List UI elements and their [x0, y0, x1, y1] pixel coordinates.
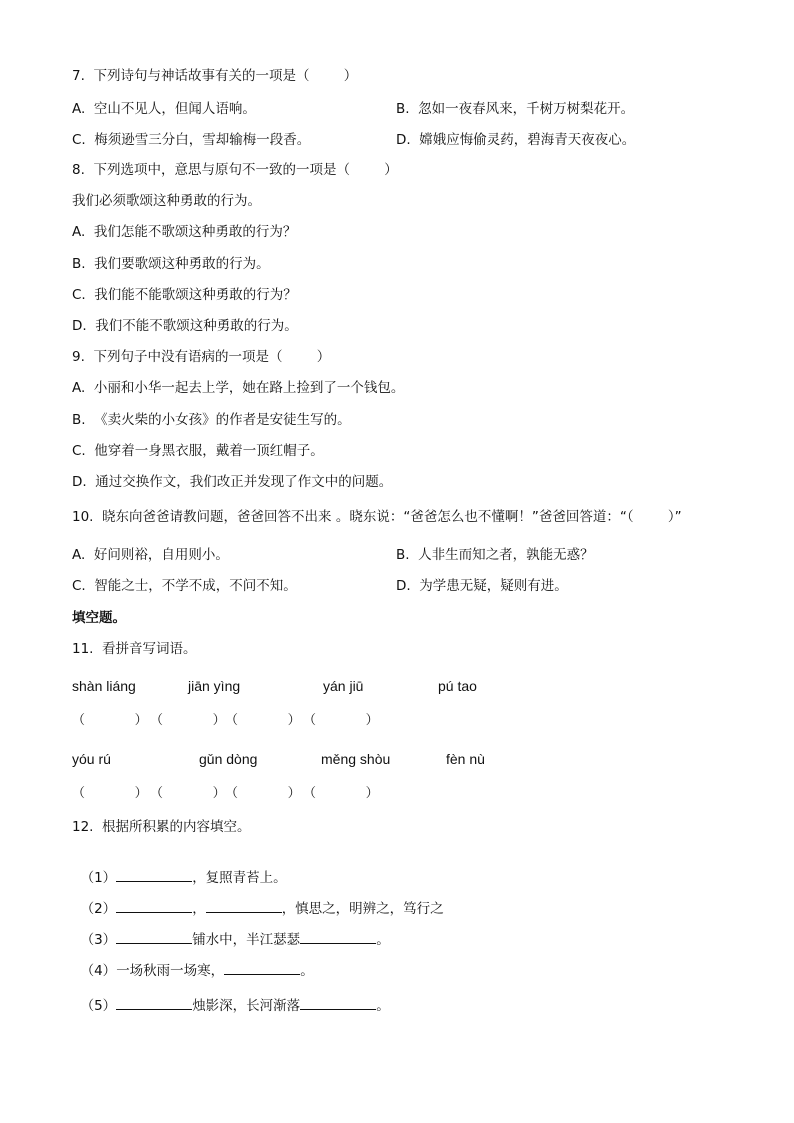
item-text: ，慎思之，明辨之，笃行之 — [281, 901, 444, 917]
q7-option-a: A. 空山不见人，但闻人语响。 — [72, 101, 256, 117]
item-text: ，复照青苔上。 — [192, 870, 287, 886]
blank-line[interactable] — [116, 995, 192, 1010]
q10-option-a: A. 好问则裕，自用则小。 — [72, 547, 229, 563]
q10-option-d: D. 为学患无疑，疑则有进。 — [396, 578, 568, 594]
q10-option-c: C. 智能之士，不学不成，不问不知。 — [72, 578, 297, 594]
q8-option-d: D. 我们不能不歌颂这种勇敢的行为。 — [72, 318, 298, 334]
answer-bracket: （ ） — [150, 713, 226, 728]
q8-option-c: C. 我们能不能歌颂这种勇敢的行为？ — [72, 287, 297, 303]
q7-option-d: D. 嫦娥应悔偷灵药，碧海青天夜夜心。 — [396, 132, 636, 148]
q9-option-c: C. 他穿着一身黑衣服，戴着一顶红帽子。 — [72, 443, 324, 459]
answer-bracket: （ ） — [72, 786, 148, 801]
item-text: 。 — [300, 963, 314, 979]
item-number: （3） — [80, 932, 117, 948]
item-text: 一场秋雨一场寒， — [116, 963, 225, 979]
fill-item-5 — [72, 977, 390, 1015]
item-number: （2） — [80, 901, 117, 917]
q9-option-d: D. 通过交换作文，我们改正并发现了作文中的问题。 — [72, 474, 393, 490]
pinyin-6: gǔn dòng — [199, 751, 258, 767]
item-text: 铺水中，半江瑟瑟 — [192, 932, 301, 948]
q8-stem: 8. 下列选项中，意思与原句不一致的一项是（ ） — [72, 162, 398, 178]
item-text: 烛影深，长河渐落 — [192, 998, 301, 1014]
q10-stem: 10. 晓东向爸爸请教问题，爸爸回答不出来 。晓东说：“爸爸怎么也不懂啊！”爸爸回答道：“（ ）” — [72, 509, 682, 525]
q7-option-c: C. 梅须逊雪三分白，雪却输梅一段香。 — [72, 132, 311, 148]
q7-stem: 7. 下列诗句与神话故事有关的一项是（ ） — [72, 68, 358, 84]
q8-original-sentence: 我们必须歌颂这种勇敢的行为。 — [72, 193, 261, 209]
answer-bracket: （ ） — [303, 786, 379, 801]
pinyin-8: fèn nù — [446, 751, 485, 767]
item-text: ， — [192, 901, 206, 917]
answer-bracket: （ ） — [225, 786, 301, 801]
q9-stem: 9. 下列句子中没有语病的一项是（ ） — [72, 349, 331, 365]
pinyin-3: yán jiū — [323, 678, 364, 694]
fill-item-4 — [72, 942, 314, 980]
q11-stem: 11. 看拼音写词语。 — [72, 641, 197, 657]
blank-line[interactable] — [224, 960, 300, 975]
item-number: （1） — [80, 870, 117, 886]
q9-option-a: A. 小丽和小华一起去上学，她在路上捡到了一个钱包。 — [72, 380, 405, 396]
answer-bracket: （ ） — [303, 713, 379, 728]
answer-bracket: （ ） — [72, 713, 148, 728]
q8-option-a: A. 我们怎能不歌颂这种勇敢的行为？ — [72, 224, 297, 240]
blank-line[interactable] — [300, 995, 376, 1010]
pinyin-7: měng shòu — [321, 751, 391, 767]
item-number: （4） — [80, 963, 117, 979]
item-text: 。 — [376, 998, 390, 1014]
pinyin-1: shàn liáng — [72, 678, 136, 694]
pinyin-4: pú tao — [438, 678, 477, 694]
pinyin-5: yóu rú — [72, 751, 111, 767]
q12-stem: 12. 根据所积累的内容填空。 — [72, 819, 251, 835]
item-number: （5） — [80, 998, 117, 1014]
answer-bracket: （ ） — [225, 713, 301, 728]
q9-option-b: B. 《卖火柴的小女孩》的作者是安徒生写的。 — [72, 412, 351, 428]
pinyin-2: jiān yìng — [188, 678, 241, 694]
item-text: 。 — [376, 932, 390, 948]
q7-option-b: B. 忽如一夜春风来，千树万树梨花开。 — [396, 101, 635, 117]
answer-bracket: （ ） — [150, 786, 226, 801]
q10-option-b: B. 人非生而知之者，孰能无惑？ — [396, 547, 594, 563]
q8-option-b: B. 我们要歌颂这种勇敢的行为。 — [72, 256, 270, 272]
section-title: 填空题。 — [72, 610, 126, 626]
